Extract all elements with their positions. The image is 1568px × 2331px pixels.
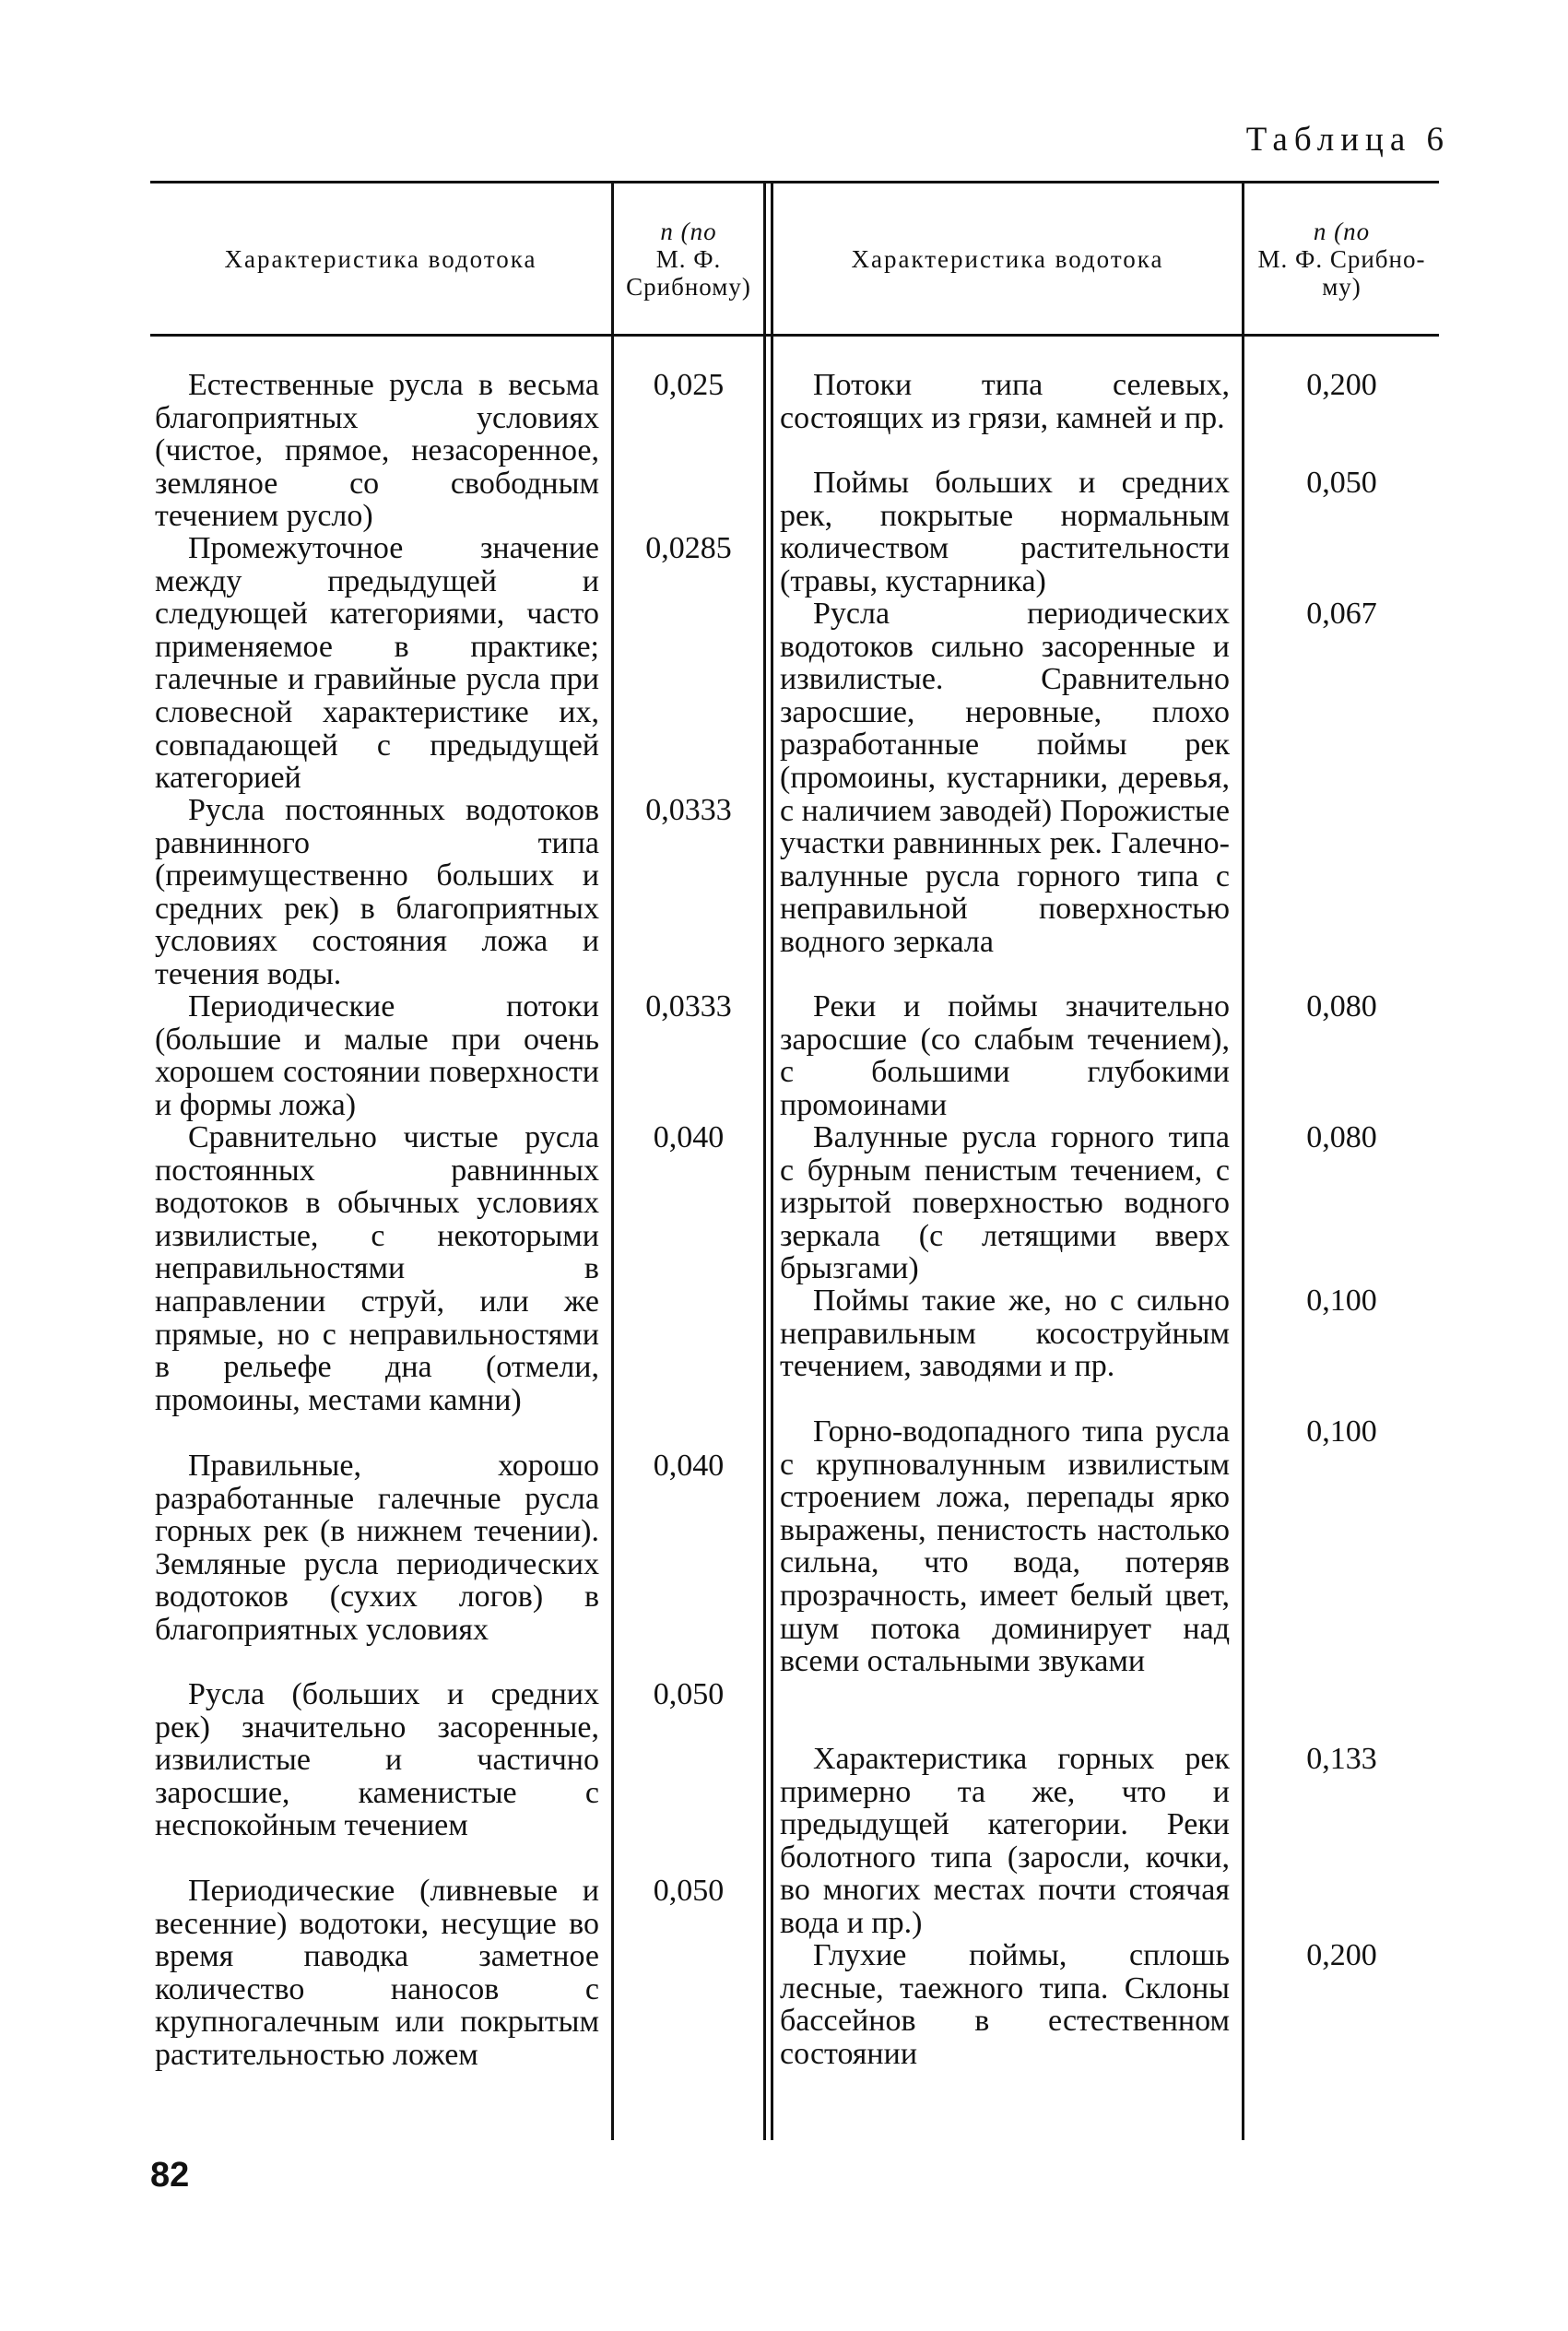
left-row-text: Русла (больших и средних рек) значительно засоренные, извилистые и частично заросшие, каменистые с неспокойным течением [155, 1677, 599, 1843]
table-title: Таблица 6 [1245, 121, 1450, 159]
right-row-text: Валунные русла горного типа с бурным пенистым течением, с изрытой поверхностью водного зеркала (с летящими вверх брызгами) [780, 1120, 1230, 1286]
header-n-left-line2: М. Ф. [655, 245, 722, 273]
right-row-text: Глухие поймы, сплошь лесные, таежного типа. Склоны бассейнов в естественном состоянии [780, 1938, 1230, 2071]
left-n-value: 0,040 [653, 1120, 725, 1154]
header-n-right-line1: n (по [1313, 218, 1371, 245]
right-row-text: Реки и поймы значительно заросшие (со слабым течением), с большими глубокими промоинами [780, 989, 1230, 1122]
right-row-text: Русла периодических водотоков сильно засоренные и извилистые. Сравнительно заросшие, неровные, плохо разработанные поймы рек (промоины, кустарники, деревья, с наличием заводей) Порожистые участки равнинных рек. Галечно-валунные русла горного типа с неправильной поверхностью водного зеркала [780, 597, 1230, 959]
left-row-text: Промежуточное значение между предыдущей и следующей категориями, часто применяемое в практике; галечные и гравийные русла при словесной характеристике их, совпадающей с предыдущей категорией [155, 531, 599, 796]
right-row-text: Характеристика горных рек примерно та же, что и предыдущей категории. Реки болотного типа (заросли, кочки, во многих местах почти стоячая вода и пр.) [780, 1742, 1230, 1940]
left-n-value: 0,050 [653, 1874, 725, 1908]
table-top-rule [150, 181, 1439, 183]
left-row-text: Сравнительно чистые русла постоянных равнинных водотоков в обычных условиях извилистые, с некоторыми неправильностями в направлении струй, или же прямые, но с неправильностями в рельефе дна (отмели, промоины, местами камни) [155, 1120, 599, 1417]
left-row-text: Русла постоянных водотоков равнинного типа (преимущественно больших и средних рек) в благоприятных условиях состояния ложа и течения воды. [155, 793, 599, 991]
right-n-value: 0,050 [1306, 466, 1377, 500]
column-divider-center-b [771, 181, 773, 2140]
left-n-value: 0,025 [653, 368, 725, 402]
right-n-value: 0,080 [1306, 989, 1377, 1024]
right-row-text: Поймы больших и средних рек, покрытые нормальным количеством растительности (травы, кустарника) [780, 466, 1230, 598]
right-n-value: 0,200 [1306, 1938, 1377, 1972]
left-n-value: 0,040 [653, 1449, 725, 1483]
right-n-value: 0,080 [1306, 1120, 1377, 1154]
right-n-value: 0,200 [1306, 368, 1377, 402]
right-row-text: Потоки типа селевых, состоящих из грязи, камней и пр. [780, 368, 1230, 435]
column-divider-center-a [763, 181, 766, 2140]
right-n-value: 0,133 [1306, 1742, 1377, 1776]
right-descriptions [780, 369, 1230, 2070]
header-n-right-line2: М. Ф. Срибно- [1257, 245, 1426, 273]
left-n-value: 0,0285 [645, 531, 732, 565]
left-n-value: 0,0333 [645, 989, 732, 1024]
header-n-right [1244, 184, 1439, 334]
left-row-text: Периодические (ливневые и весенние) водотоки, несущие во время паводка заметное количество наносов с крупногалечным или покрытым растительностью ложем [155, 1874, 599, 2072]
header-n-left [614, 184, 763, 334]
left-descriptions [155, 369, 599, 2103]
left-row-text: Естественные русла в весьма благоприятных условиях (чистое, прямое, незасоренное, земляное со свободным течением русло) [155, 368, 599, 534]
left-row-text: Периодические потоки (большие и малые при очень хорошем состоянии поверхности и формы ложа) [155, 989, 599, 1122]
right-n-value: 0,067 [1306, 597, 1377, 631]
right-row-text: Горно-водопадного типа русла с крупновалунным извилистым строением ложа, перепады ярко выражены, пенистость настолько сильна, что вода, потеряв прозрачность, имеет белый цвет, шум потока доминирует над всеми остальными звуками [780, 1414, 1230, 1679]
column-divider-1 [611, 183, 614, 2140]
left-n-value: 0,0333 [645, 793, 732, 827]
header-characteristic-right: Характеристика водотока [851, 244, 1164, 273]
header-bottom-rule [150, 334, 1439, 337]
right-n-value: 0,100 [1306, 1284, 1377, 1318]
header-n-left-line3: Срибному) [626, 273, 751, 301]
left-n-value: 0,050 [653, 1677, 725, 1711]
right-n-value: 0,100 [1306, 1414, 1377, 1449]
right-row-text: Поймы такие же, но с сильно неправильным косоструйным течением, заводями и пр. [780, 1284, 1230, 1384]
header-n-left-line1: n (по [660, 218, 717, 245]
header-characteristic-left: Характеристика водотока [224, 244, 537, 273]
page-number: 82 [150, 2156, 190, 2195]
header-n-right-line3: му) [1322, 273, 1362, 301]
left-row-text: Правильные, хорошо разработанные галечные русла горных рек (в нижнем течении). Земляные русла периодических водотоков (сухих логов) в благоприятных условиях [155, 1449, 599, 1647]
